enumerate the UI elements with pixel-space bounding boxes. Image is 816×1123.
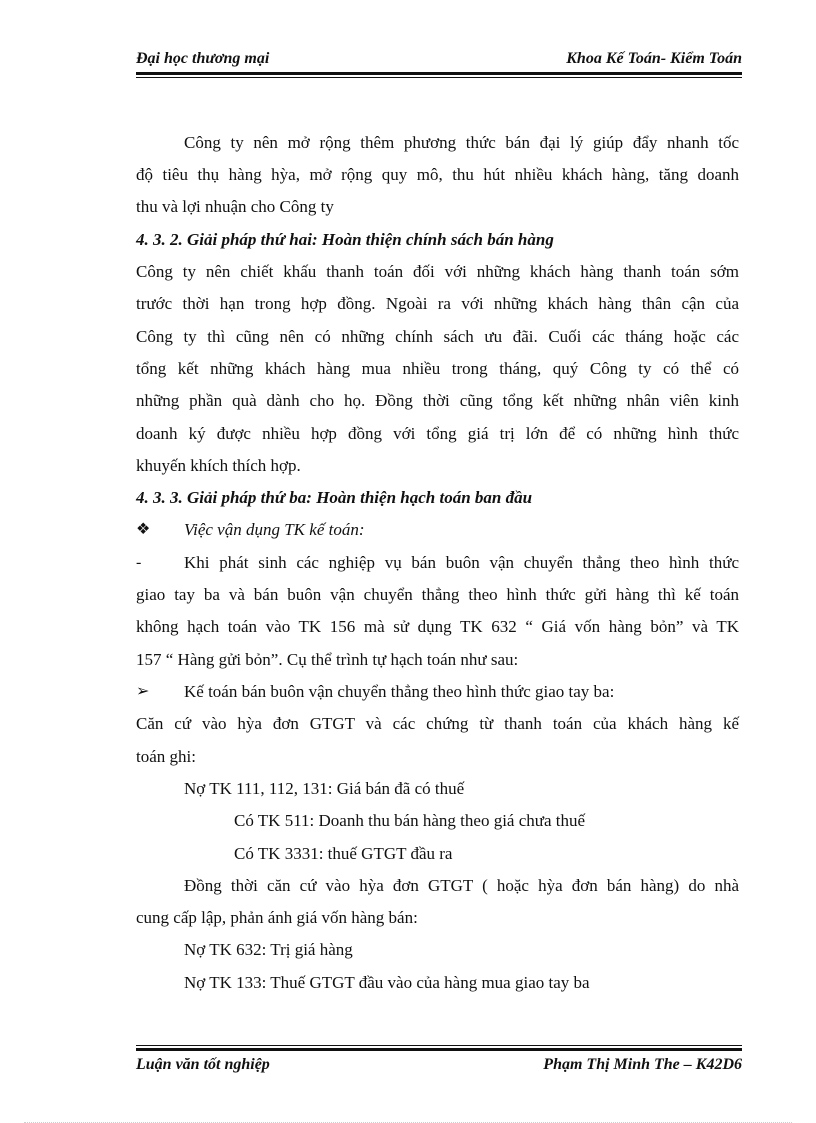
section-heading-4-3-2: 4. 3. 2. Giải pháp thứ hai: Hoàn thiện chính sách bán hàng [136,230,554,249]
header-rule-thin [136,77,742,78]
paragraph-line: Công ty thì cũng nên có những chính sách ưu đãi. Cuối các tháng hoặc các [136,327,739,346]
paragraph-line: Công ty nên mở rộng thêm phương thức bán đại lý giúp đẩy nhanh tốc [184,133,739,152]
header-university: Đại học thương mại [136,50,270,67]
paragraph-line: Khi phát sinh các nghiệp vụ bán buôn vận chuyển thẳng theo hình thức [184,553,739,572]
journal-entry: Nợ TK 111, 112, 131: Giá bán đã có thuế [184,779,465,798]
footer-author: Phạm Thị Minh The – K42D6 [543,1056,742,1073]
header-faculty: Khoa Kế Toán- Kiểm Toán [566,50,742,67]
bullet-item: Kế toán bán buôn vận chuyển thẳng theo hình thức giao tay ba: [184,682,615,701]
journal-entry: Nợ TK 133: Thuế GTGT đầu vào của hàng mua giao tay ba [184,973,590,992]
body-content [136,127,739,997]
paragraph-line: giao tay ba và bán buôn vận chuyển thẳng theo hình thức gửi hàng thì kế toán [136,585,739,604]
page-footer [136,1056,742,1076]
paragraph-line: trước thời hạn trong hợp đồng. Ngoài ra với những khách hàng thân cận của [136,294,739,313]
paragraph-line: Công ty nên chiết khấu thanh toán đối với những khách hàng thanh toán sớm [136,262,739,281]
bullet-item: Việc vận dụng TK kế toán: [184,520,365,539]
header-rule-thick [136,72,742,75]
paragraph-line: không hạch toán vào TK 156 mà sử dụng TK 632 “ Giá vốn hàng bỏn” và TK [136,617,739,636]
arrow-bullet-icon: ➢ [136,683,150,700]
page-header [136,50,742,70]
paragraph-line: tổng kết những khách hàng mua nhiều trong tháng, quý Công ty có thể có [136,359,739,378]
paragraph-line: 157 “ Hàng gửi bỏn”. Cụ thể trình tự hạch toán như sau: [136,650,519,669]
footer-rule-thin [136,1045,742,1046]
journal-entry: Nợ TK 632: Trị giá hàng [184,940,353,959]
paragraph-line: cung cấp lập, phản ánh giá vốn hàng bán: [136,908,418,927]
paragraph-line: toán ghi: [136,747,196,766]
paragraph-line: những phần quà dành cho họ. Đồng thời cũng tổng kết những nhân viên kinh [136,391,739,410]
dash-marker: - [136,554,142,571]
paragraph-line: Đồng thời căn cứ vào hỳa đơn GTGT ( hoặc hỳa đơn bán hàng) do nhà [184,876,739,895]
paragraph-line: doanh ký được nhiều hợp đồng với tổng giá trị lớn để có những hình thức [136,424,739,443]
footer-rule-thick [136,1048,742,1051]
journal-entry: Có TK 3331: thuế GTGT đầu ra [234,844,453,863]
diamond-bullet-icon: ❖ [136,521,151,538]
footer-thesis-label: Luận văn tốt nghiệp [136,1056,270,1073]
journal-entry: Có TK 511: Doanh thu bán hàng theo giá chưa thuế [234,811,586,830]
paragraph-line: Căn cứ vào hỳa đơn GTGT và các chứng từ thanh toán của khách hàng kế [136,714,739,733]
paragraph-line: độ tiêu thụ hàng hỳa, mở rộng quy mô, thu hút nhiều khách hàng, tăng doanh [136,165,739,184]
paragraph-line: thu và lợi nhuận cho Công ty [136,197,334,216]
paragraph-line: khuyến khích thích hợp. [136,456,301,475]
section-heading-4-3-3: 4. 3. 3. Giải pháp thứ ba: Hoàn thiện hạch toán ban đầu [136,488,533,507]
